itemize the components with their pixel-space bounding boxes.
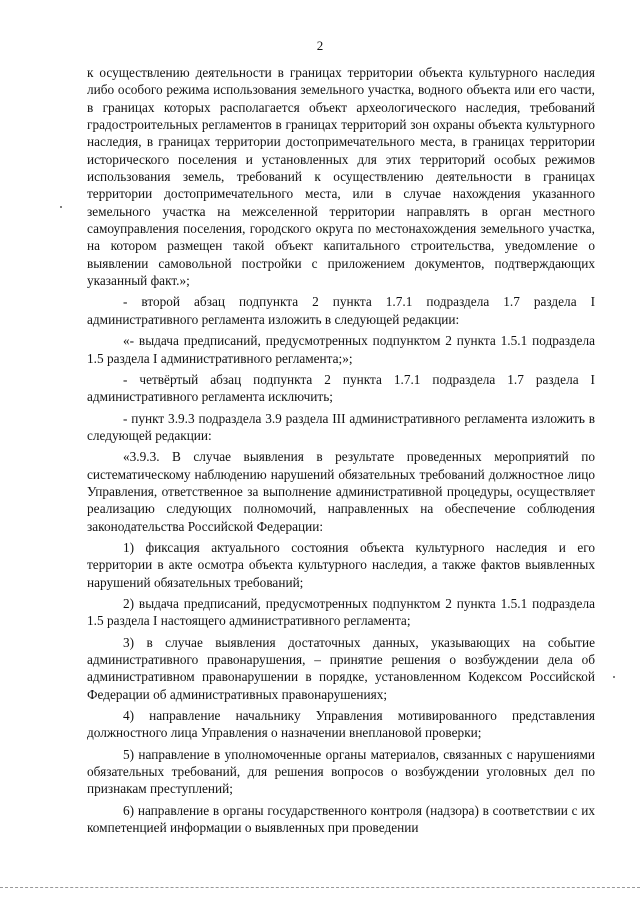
scan-edge-line	[0, 887, 640, 889]
paragraph-12: 6) направление в органы государственного контроля (надзора) в соответствии с их компетенцией информации о выявленных при проведении	[87, 802, 595, 836]
paragraph-8: 2) выдача предписаний, предусмотренных подпунктом 2 пункта 1.5.1 подраздела 1.5 раздела I настоящего административного регламента;	[87, 595, 595, 629]
paragraph-6: «3.9.3. В случае выявления в результате проведенных мероприятий по систематическому наблюдению нарушений обязательных требований должностное лицо Управления, ответственное за выполнение административной процедуры, осуществляет реализацию следующих полномочий, направленных на обеспечение соблюдения законодательства Российской Федерации:	[87, 449, 595, 534]
paragraph-9: 3) в случае выявления достаточных данных, указывающих на событие административного правонарушения, – принятие решения о возбуждении дела об административном правонарушении в порядке, установленном Кодексом Российской Федерации об административных правонарушениях;	[87, 634, 595, 702]
paragraph-1: к осуществлению деятельности в границах территории объекта культурного наследия либо особого режима использования земельного участка, водного объекта или его части, в границах которых располагается объект археологического наследия, требований градостроительных регламентов в границах территорий зон охраны объекта культурного наследия, в границах территории достопримечательного места, в границах территории исторического поселения и установленных для этих территорий особых режимов использования земель, требований к осуществлению деятельности в границах территории достопримечательного места, или в случае нахождения указанного земельного участка на межселенной территории направлять в орган местного самоуправления поселения, городского округа по местонахождения земельного участка, на котором размещен такой объект капитального строительства, уведомление о выявлении самовольной постройки с приложением документов, подтверждающих указанный факт.»;	[87, 65, 595, 289]
page-number: 2	[316, 38, 324, 53]
scan-speck	[60, 206, 62, 208]
paragraph-4: - четвёртый абзац подпункта 2 пункта 1.7.1 подраздела 1.7 раздела I административного регламента исключить;	[87, 371, 595, 405]
paragraph-10: 4) направление начальнику Управления мотивированного представления должностного лица Управления о назначении внеплановой проверки;	[87, 708, 595, 741]
paragraph-3: «- выдача предписаний, предусмотренных подпунктом 2 пункта 1.5.1 подраздела 1.5 раздела I административного регламента;»;	[87, 333, 595, 366]
paragraph-5: - пункт 3.9.3 подраздела 3.9 раздела III административного регламента изложить в следующей редакции:	[87, 410, 595, 443]
scan-speck	[613, 676, 615, 678]
paragraph-2: - второй абзац подпункта 2 пункта 1.7.1 подраздела 1.7 раздела I административного регламента изложить в следующей редакции:	[87, 294, 595, 327]
paragraph-7: 1) фиксация актуального состояния объекта культурного наследия и его территории в акте осмотра объекта культурного наследия, а также фактов выявленных нарушений обязательных требований;	[87, 539, 595, 590]
document-body	[87, 64, 595, 836]
paragraph-11: 5) направление в уполномоченные органы материалов, связанных с нарушениями обязательных требований, для решения вопросов о возбуждении уголовных дел по признакам преступлений;	[87, 746, 595, 797]
